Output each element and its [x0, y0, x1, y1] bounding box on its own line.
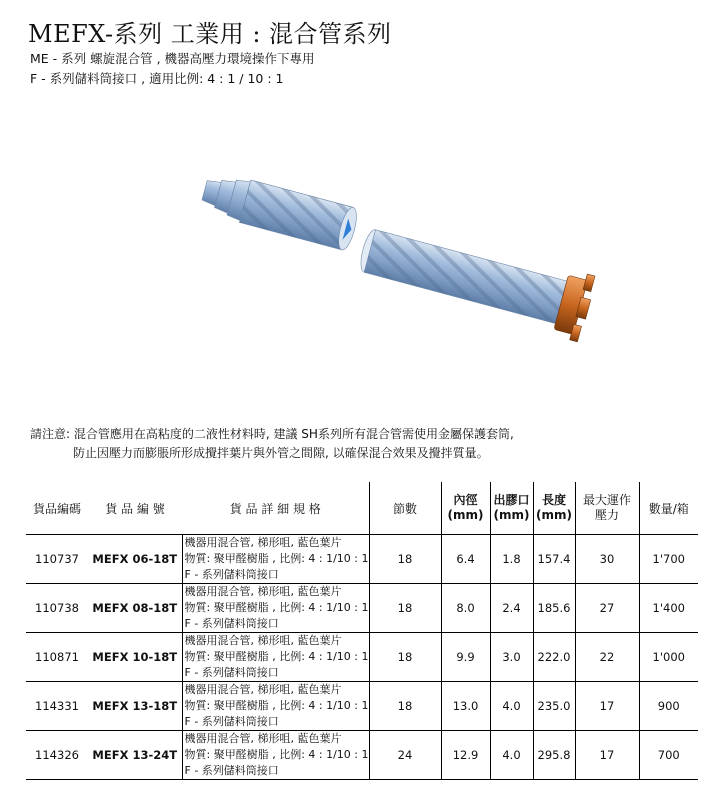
product-spec-table [26, 482, 698, 780]
cell-outlet: 4.0 [490, 682, 533, 731]
cell-inner: 13.0 [441, 682, 490, 731]
cell-quantity: 900 [639, 682, 698, 731]
cell-inner: 6.4 [441, 535, 490, 584]
header-sections: 節數 [369, 482, 441, 535]
cell-sections: 18 [369, 682, 441, 731]
cell-sections: 18 [369, 535, 441, 584]
table-row [26, 584, 698, 633]
header-outlet: 出膠口 (mm) [490, 482, 533, 535]
cell-pressure: 22 [575, 633, 639, 682]
cell-detail: 機器用混合管, 梯形咀, 藍色葉片 物質: 聚甲醛樹脂 , 比例: 4 : 1/10 : 1 F - 系列儲料筒接口 [182, 682, 369, 731]
header-max-pressure: 最大運作 壓力 [575, 482, 639, 535]
notice-line-1: 請注意: 混合管應用在高粘度的二液性材料時, 建議 SH系列所有混合管需使用金屬保護套筒, [30, 427, 514, 441]
header-quantity: 數量/箱 [639, 482, 698, 535]
cell-pressure: 27 [575, 584, 639, 633]
page-title: MEFX-系列 工業用 : 混合管系列 [28, 20, 392, 48]
cell-detail: 機器用混合管, 梯形咀, 藍色葉片 物質: 聚甲醛樹脂 , 比例: 4 : 1/10 : 1 F - 系列儲料筒接口 [182, 535, 369, 584]
cell-detail: 機器用混合管, 梯形咀, 藍色葉片 物質: 聚甲醛樹脂 , 比例: 4 : 1/10 : 1 F - 系列儲料筒接口 [182, 584, 369, 633]
cell-length: 235.0 [533, 682, 575, 731]
series-description-me: ME - 系列 螺旋混合管 , 機器高壓力環境操作下專用 [30, 51, 315, 66]
table-row [26, 535, 698, 584]
header-code: 貨品編碼 [26, 482, 88, 535]
header-inner-diameter: 內徑 (mm) [441, 482, 490, 535]
cell-outlet: 4.0 [490, 731, 533, 780]
header-length: 長度 (mm) [533, 482, 575, 535]
cell-detail: 機器用混合管, 梯形咀, 藍色葉片 物質: 聚甲醛樹脂 , 比例: 4 : 1/10 : 1 F - 系列儲料筒接口 [182, 633, 369, 682]
table-row [26, 731, 698, 780]
cell-length: 222.0 [533, 633, 575, 682]
cell-pressure: 17 [575, 682, 639, 731]
cell-quantity: 700 [639, 731, 698, 780]
header-number: 貨 品 編 號 [88, 482, 182, 535]
cell-code: 114326 [26, 731, 88, 780]
cell-code: 110738 [26, 584, 88, 633]
cell-inner: 8.0 [441, 584, 490, 633]
header-detail: 貨 品 詳 細 規 格 [182, 482, 369, 535]
cell-code: 110737 [26, 535, 88, 584]
cell-number: MEFX 13-18T [88, 682, 182, 731]
cell-length: 185.6 [533, 584, 575, 633]
notice-line-2: 防止因壓力而膨脹所形成攪拌葉片與外管之間隙, 以確保混合效果及攪拌質量。 [73, 446, 489, 460]
cell-number: MEFX 06-18T [88, 535, 182, 584]
cell-length: 295.8 [533, 731, 575, 780]
cell-sections: 18 [369, 633, 441, 682]
series-description-f: F - 系列儲料筒接口 , 適用比例: 4 : 1 / 10 : 1 [30, 71, 284, 86]
mixing-tube-image [198, 170, 598, 350]
cell-quantity: 1'700 [639, 535, 698, 584]
cell-pressure: 30 [575, 535, 639, 584]
cell-outlet: 1.8 [490, 535, 533, 584]
table-row [26, 633, 698, 682]
tube-left-section [199, 170, 360, 252]
cell-quantity: 1'400 [639, 584, 698, 633]
cell-number: MEFX 08-18T [88, 584, 182, 633]
cell-inner: 12.9 [441, 731, 490, 780]
table-row [26, 682, 698, 731]
cell-sections: 24 [369, 731, 441, 780]
cell-outlet: 2.4 [490, 584, 533, 633]
cell-number: MEFX 10-18T [88, 633, 182, 682]
cell-quantity: 1'000 [639, 633, 698, 682]
cell-code: 110871 [26, 633, 88, 682]
cell-number: MEFX 13-24T [88, 731, 182, 780]
cell-pressure: 17 [575, 731, 639, 780]
cell-outlet: 3.0 [490, 633, 533, 682]
cell-inner: 9.9 [441, 633, 490, 682]
usage-notice [30, 425, 514, 463]
cell-sections: 18 [369, 584, 441, 633]
table-header-row [26, 482, 698, 535]
tube-right-section [354, 216, 597, 342]
cell-code: 114331 [26, 682, 88, 731]
cell-length: 157.4 [533, 535, 575, 584]
cell-detail: 機器用混合管, 梯形咀, 藍色葉片 物質: 聚甲醛樹脂 , 比例: 4 : 1/10 : 1 F - 系列儲料筒接口 [182, 731, 369, 780]
